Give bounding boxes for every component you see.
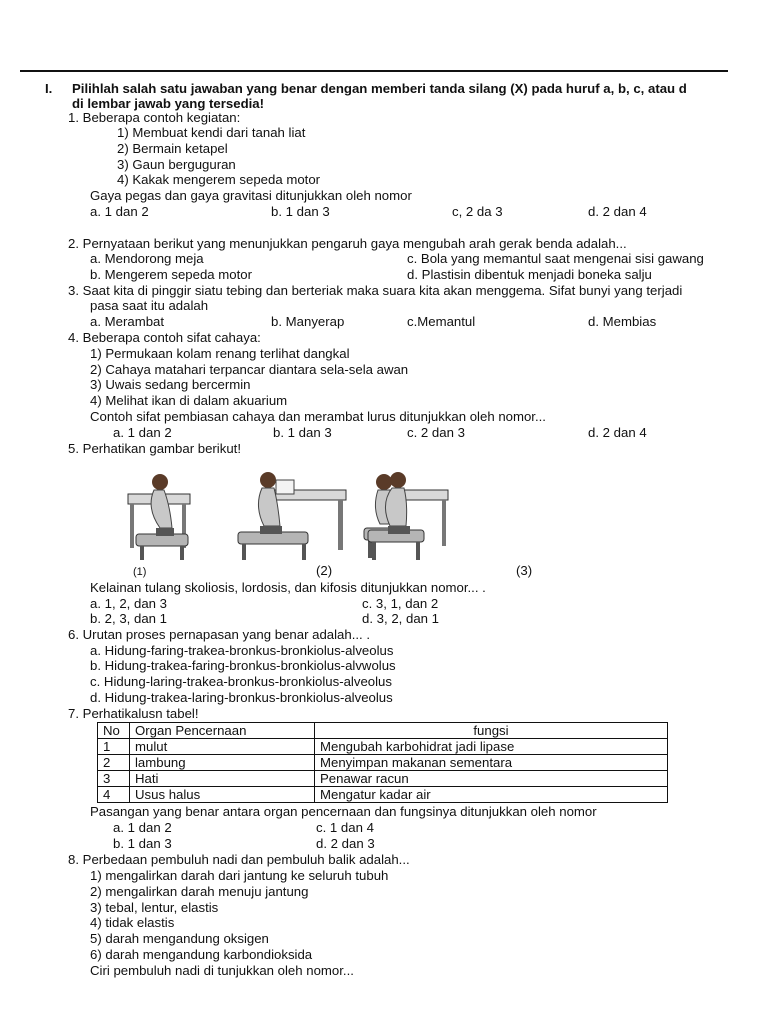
q6-option-a[interactable]: a. Hidung-faring-trakea-bronkus-bronkiolus-alveolus: [90, 643, 394, 658]
table-header-row: [98, 723, 668, 739]
table-row: [98, 739, 668, 755]
table-cell-no: 3: [98, 771, 130, 787]
q7-stem: 7. Perhatikalusn tabel!: [68, 706, 199, 721]
table-cell-function: Menyimpan makanan sementara: [315, 755, 668, 771]
q8-item: 2) mengalirkan darah menuju jantung: [90, 884, 309, 899]
table-cell-function: Mengatur kadar air: [315, 787, 668, 803]
q4-item: 4) Melihat ikan di dalam akuarium: [90, 393, 288, 408]
q3-stem: 3. Saat kita di pinggir siatu tebing dan berteriak maka suara kita akan menggema. Sifat bunyi yang terjadi: [68, 283, 683, 298]
q2-option-a[interactable]: a. Mendorong meja: [90, 251, 204, 266]
q2-stem: 2. Pernyataan berikut yang menunjukkan pengaruh gaya mengubah arah gerak benda adalah...: [68, 236, 627, 251]
table-cell-organ: lambung: [130, 755, 315, 771]
table-cell-organ: mulut: [130, 739, 315, 755]
q3-stem-cont: pasa saat itu adalah: [90, 298, 209, 313]
q7-option-b[interactable]: b. 1 dan 3: [113, 836, 172, 851]
figure-label-2: (2): [316, 563, 333, 578]
table-cell-organ: Usus halus: [130, 787, 315, 803]
q4-stem: 4. Beberapa contoh sifat cahaya:: [68, 330, 261, 345]
table-row: [98, 787, 668, 803]
q4-option-c[interactable]: c. 2 dan 3: [407, 425, 465, 440]
instructions-line-1: Pilihlah salah satu jawaban yang benar dengan memberi tanda silang (X) pada huruf a, b, c, atau d: [72, 81, 687, 96]
q4-item: 1) Permukaan kolam renang terlihat dangkal: [90, 346, 350, 361]
figure-1-illustration: [128, 474, 190, 560]
q8-item: 6) darah mengandung karbondioksida: [90, 947, 313, 962]
q4-question: Contoh sifat pembiasan cahaya dan merambat lurus ditunjukkan oleh nomor...: [90, 409, 546, 424]
q7-option-c[interactable]: c. 1 dan 4: [316, 820, 374, 835]
q3-option-b[interactable]: b. Manyerap: [271, 314, 345, 329]
q3-option-d[interactable]: d. Membias: [588, 314, 657, 329]
q1-option-b[interactable]: b. 1 dan 3: [271, 204, 330, 219]
table-cell-no: 4: [98, 787, 130, 803]
table-header-no: No: [98, 723, 130, 739]
posture-figures: [126, 470, 396, 562]
q4-option-a[interactable]: a. 1 dan 2: [113, 425, 172, 440]
table-cell-function: Penawar racun: [315, 771, 668, 787]
q4-item: 2) Cahaya matahari terpancar diantara sela-sela awan: [90, 362, 409, 377]
header-rule: [20, 70, 728, 72]
q5-option-c[interactable]: c. 3, 1, dan 2: [362, 596, 439, 611]
q1-option-d[interactable]: d. 2 dan 4: [588, 204, 647, 219]
q5-option-b[interactable]: b. 2, 3, dan 1: [90, 611, 167, 626]
q8-item: 4) tidak elastis: [90, 915, 175, 930]
q1-option-c[interactable]: c, 2 da 3: [452, 204, 503, 219]
figure-label-3: (3): [516, 563, 533, 578]
q3-option-c[interactable]: c.Memantul: [407, 314, 476, 329]
q8-item: 5) darah mengandung oksigen: [90, 931, 269, 946]
table-row: [98, 755, 668, 771]
instructions-line-2: di lembar jawab yang tersedia!: [72, 96, 265, 111]
q4-item: 3) Uwais sedang bercermin: [90, 377, 251, 392]
q1-item: 3) Gaun berguguran: [117, 157, 236, 172]
figure-3-full-illustration: [364, 470, 450, 562]
q5-option-d[interactable]: d. 3, 2, dan 1: [362, 611, 439, 626]
q8-item: 3) tebal, lentur, elastis: [90, 900, 219, 915]
q5-question: Kelainan tulang skoliosis, lordosis, dan kifosis ditunjukkan nomor... .: [90, 580, 486, 595]
q3-option-a[interactable]: a. Merambat: [90, 314, 165, 329]
q2-option-d[interactable]: d. Plastisin dibentuk menjadi boneka salju: [407, 267, 652, 282]
table-header-organ: Organ Pencernaan: [130, 723, 315, 739]
q8-stem: 8. Perbedaan pembuluh nadi dan pembuluh balik adalah...: [68, 852, 410, 867]
q4-option-d[interactable]: d. 2 dan 4: [588, 425, 647, 440]
q2-option-c[interactable]: c. Bola yang memantul saat mengenai sisi gawang: [407, 251, 704, 266]
q1-option-a[interactable]: a. 1 dan 2: [90, 204, 149, 219]
q1-item: 1) Membuat kendi dari tanah liat: [117, 125, 306, 140]
q7-question: Pasangan yang benar antara organ pencernaan dan fungsinya ditunjukkan oleh nomor: [90, 804, 597, 819]
q1-item: 4) Kakak mengerem sepeda motor: [117, 172, 321, 187]
q7-option-d[interactable]: d. 2 dan 3: [316, 836, 375, 851]
table-cell-function: Mengubah karbohidrat jadi lipase: [315, 739, 668, 755]
table-cell-no: 1: [98, 739, 130, 755]
q1-item: 2) Bermain ketapel: [117, 141, 228, 156]
table-header-function: fungsi: [315, 723, 668, 739]
section-number: I.: [45, 81, 53, 96]
digestive-organ-table: [97, 722, 668, 803]
figure-label-1: (1): [133, 566, 147, 578]
q6-stem: 6. Urutan proses pernapasan yang benar adalah... .: [68, 627, 371, 642]
q2-option-b[interactable]: b. Mengerem sepeda motor: [90, 267, 252, 282]
q8-item: 1) mengalirkan darah dari jantung ke seluruh tubuh: [90, 868, 389, 883]
q5-option-a[interactable]: a. 1, 2, dan 3: [90, 596, 167, 611]
table-row: [98, 771, 668, 787]
table-cell-organ: Hati: [130, 771, 315, 787]
q7-option-a[interactable]: a. 1 dan 2: [113, 820, 172, 835]
figure-2-illustration: [238, 472, 346, 560]
q6-option-b[interactable]: b. Hidung-trakea-faring-bronkus-bronkiolus-alvwolus: [90, 658, 396, 673]
q6-option-d[interactable]: d. Hidung-trakea-laring-bronkus-bronkiolus-alveolus: [90, 690, 393, 705]
q4-option-b[interactable]: b. 1 dan 3: [273, 425, 332, 440]
q1-question: Gaya pegas dan gaya gravitasi ditunjukkan oleh nomor: [90, 188, 412, 203]
q8-question: Ciri pembuluh nadi di tunjukkan oleh nomor...: [90, 963, 354, 978]
table-cell-no: 2: [98, 755, 130, 771]
q5-stem: 5. Perhatikan gambar berikut!: [68, 441, 241, 456]
q1-stem: 1. Beberapa contoh kegiatan:: [68, 110, 241, 125]
q6-option-c[interactable]: c. Hidung-laring-trakea-bronkus-bronkiolus-alveolus: [90, 674, 392, 689]
